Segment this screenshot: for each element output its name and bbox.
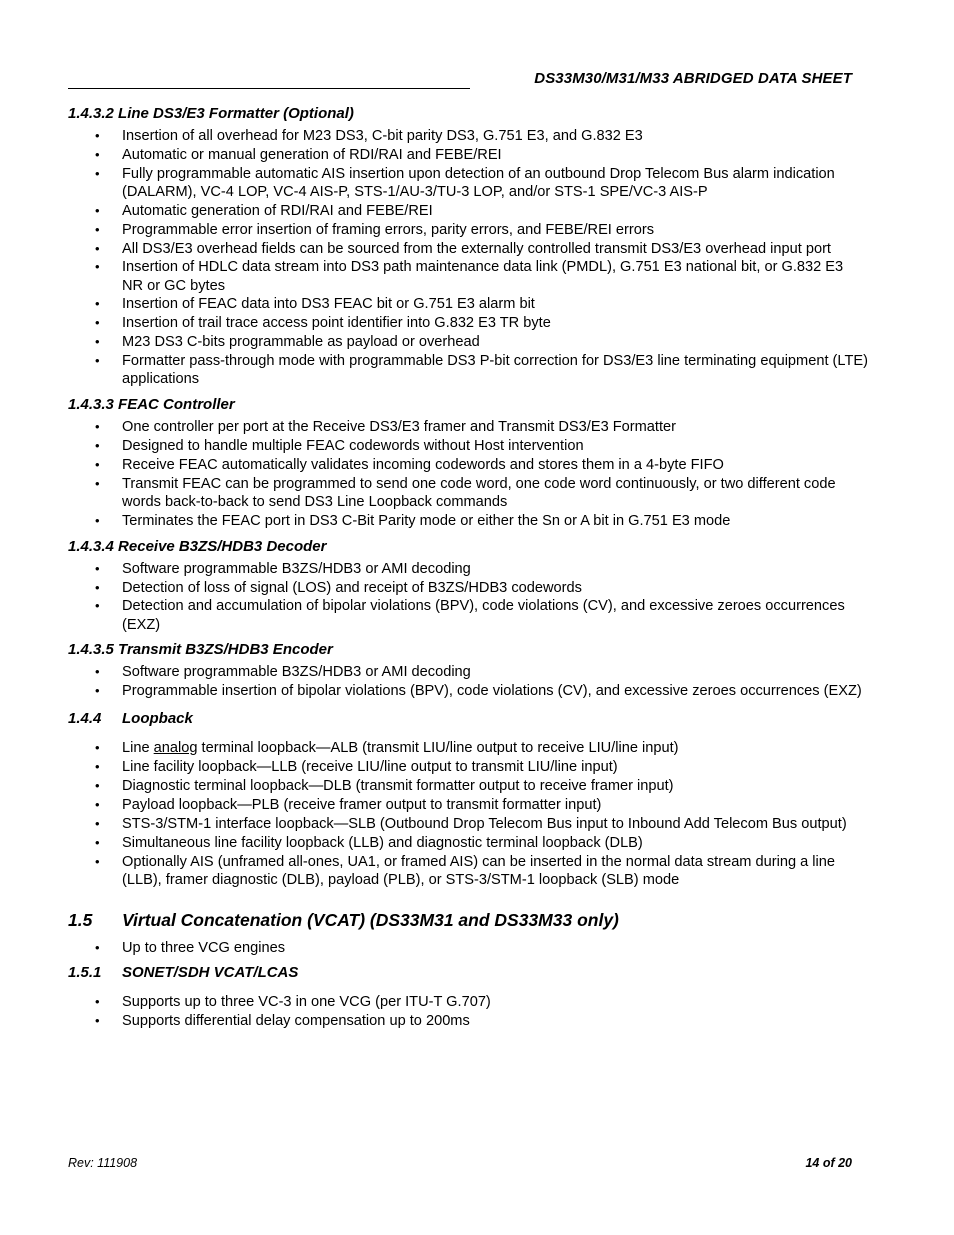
list-item [68, 475, 868, 511]
list-item [68, 682, 868, 700]
bullet-list [68, 663, 868, 700]
bullet-icon: • [95, 475, 100, 491]
list-item [68, 512, 868, 530]
bullet-icon: • [95, 296, 100, 312]
section-title: Virtual Concatenation (VCAT) (DS33M31 and DS33M33 only) [122, 909, 619, 930]
section-receive-decoder [68, 537, 868, 634]
bullet-list [68, 418, 868, 530]
bullet-icon: • [95, 146, 100, 162]
list-item [68, 834, 868, 852]
list-item [68, 437, 868, 455]
list-item-text: Automatic or manual generation of RDI/RAI and FEBE/REI [122, 146, 502, 163]
list-item [68, 333, 868, 351]
list-item [68, 815, 868, 833]
list-item [68, 127, 868, 145]
bullet-icon: • [95, 815, 100, 831]
bullet-icon: • [95, 419, 100, 435]
list-item [68, 758, 868, 776]
list-item [68, 146, 868, 164]
section-number: 1.4.4 [68, 710, 102, 728]
document-title: DS33M30/M31/M33 ABRIDGED DATA SHEET [534, 70, 852, 87]
section-loopback [68, 709, 868, 889]
list-item-text: Detection of loss of signal (LOS) and receipt of B3ZS/HDB3 codewords [122, 579, 582, 596]
bullet-icon: • [95, 598, 100, 614]
list-item [68, 258, 868, 294]
section-heading [68, 640, 868, 660]
list-item [68, 221, 868, 239]
list-item-text: Diagnostic terminal loopback—DLB (transmit formatter output to receive framer input) [122, 777, 674, 794]
list-item-text: Detection and accumulation of bipolar violations (BPV), code violations (CV), and excessive zeroes occurrences (EXZ) [122, 598, 845, 633]
bullet-icon: • [95, 939, 100, 955]
bullet-icon: • [95, 315, 100, 331]
header-rule [68, 88, 470, 89]
section-transmit-encoder [68, 640, 868, 700]
bullet-icon: • [95, 796, 100, 812]
section-title: FEAC Controller [118, 396, 235, 414]
list-item-text: Formatter pass-through mode with programmable DS3 P-bit correction for DS3/E3 line terminating equipment (LTE) applications [122, 353, 868, 388]
list-item [68, 295, 868, 313]
bullet-icon: • [95, 240, 100, 256]
list-item-text: Automatic generation of RDI/RAI and FEBE/REI [122, 202, 433, 219]
bullet-icon: • [95, 128, 100, 143]
bullet-icon: • [95, 683, 100, 699]
section-title: Loopback [122, 710, 193, 728]
bullet-icon: • [95, 579, 100, 595]
section-title: Transmit B3ZS/HDB3 Encoder [118, 641, 333, 659]
list-item [68, 777, 868, 795]
list-item-text: Payload loopback—PLB (receive framer output to transmit formatter input) [122, 796, 602, 813]
list-item-text: Line facility loopback—LLB (receive LIU/line output to transmit LIU/line input) [122, 759, 618, 776]
list-item [68, 165, 868, 201]
bullet-icon: • [95, 437, 100, 453]
underlined-text: analog [153, 740, 198, 757]
bullet-icon: • [95, 353, 100, 369]
bullet-icon: • [95, 1013, 100, 1029]
list-item-text: Supports up to three VC-3 in one VCG (per ITU-T G.707) [122, 994, 491, 1011]
list-item [68, 1012, 868, 1030]
list-item-text: Insertion of all overhead for M23 DS3, C-bit parity DS3, G.751 E3, and G.832 E3 [122, 128, 643, 144]
section-line-formatter [68, 104, 868, 388]
list-item [68, 579, 868, 597]
list-item-text: Programmable insertion of bipolar violations (BPV), code violations (CV), and excessive zeroes occurrences (EXZ) [122, 683, 862, 700]
bullet-list [68, 127, 868, 388]
bullet-icon: • [95, 165, 100, 181]
bullet-icon: • [95, 994, 100, 1010]
section-heading [68, 104, 868, 124]
section-title: Receive B3ZS/HDB3 Decoder [118, 537, 327, 555]
bullet-icon: • [95, 853, 100, 869]
bullet-list [68, 939, 868, 957]
bullet-icon: • [95, 740, 100, 756]
list-item-text: Software programmable B3ZS/HDB3 or AMI decoding [122, 560, 471, 577]
section-number: 1.5 [68, 909, 93, 930]
list-item-text: Receive FEAC automatically validates incoming codewords and stores them in a 4-byte FIFO [122, 456, 724, 473]
section-heading [68, 963, 868, 983]
section-heading [68, 395, 868, 415]
section-vcat [68, 908, 868, 957]
list-item-text: One controller per port at the Receive DS3/E3 framer and Transmit DS3/E3 Formatter [122, 419, 676, 436]
list-item [68, 993, 868, 1011]
list-item-text: Software programmable B3ZS/HDB3 or AMI decoding [122, 664, 471, 681]
bullet-icon: • [95, 759, 100, 775]
list-item-text: Optionally AIS (unframed all-ones, UA1, or framed AIS) can be inserted in the normal data stream during a line (LLB), framer diagnostic (DLB), payload (PLB), or STS-3/STM-1 loopback (SLB) mode [122, 853, 836, 888]
page-header [68, 70, 852, 90]
section-heading [68, 537, 868, 557]
section-title: Line DS3/E3 Formatter (Optional) [118, 105, 354, 122]
section-number: 1.4.3.3 [68, 396, 114, 414]
bullet-icon: • [95, 259, 100, 275]
section-title: SONET/SDH VCAT/LCAS [122, 964, 299, 982]
list-item: • Line analog terminal loopback—ALB (transmit LIU/line output to receive LIU/line input) [95, 740, 679, 757]
list-item [68, 597, 868, 633]
list-item-text: Fully programmable automatic AIS insertion upon detection of an outbound Drop Telecom Bus alarm indication (DALARM), VC-4 LOP, VC-4 AIS-P, STS-1/AU-3/TU-3 LOP, and/or STS-1 SPE/VC-3 AIS-P [122, 165, 835, 200]
bullet-icon: • [95, 334, 100, 350]
list-item [68, 314, 868, 332]
list-item-text: Insertion of HDLC data stream into DS3 path maintenance data link (PMDL), G.751 E3 national bit, or G.832 E3 NR or GC bytes [122, 259, 844, 294]
list-item [68, 663, 868, 681]
list-item-text: Insertion of trail trace access point identifier into G.832 E3 TR byte [122, 315, 551, 332]
list-item [68, 202, 868, 220]
page-footer [68, 1156, 852, 1174]
list-item-text: Transmit FEAC can be programmed to send one code word, one code word continuously, or two different code words back-to-back to send DS3 Line Loopback commands [122, 475, 836, 510]
list-item [68, 240, 868, 258]
list-item [68, 796, 868, 814]
list-item [68, 352, 868, 388]
list-item-text: Designed to handle multiple FEAC codewords without Host intervention [122, 437, 584, 454]
bullet-icon: • [95, 664, 100, 680]
list-item-text: STS-3/STM-1 interface loopback—SLB (Outbound Drop Telecom Bus input to Inbound Add Telecom Bus output) [122, 815, 847, 832]
list-item [68, 853, 868, 889]
section-number: 1.5.1 [68, 964, 102, 982]
bullet-list [68, 739, 868, 757]
bullet-list [68, 758, 868, 889]
bullet-icon: • [95, 777, 100, 793]
list-item-text: Programmable error insertion of framing errors, parity errors, and FEBE/REI errors [122, 221, 655, 238]
section-heading [68, 709, 868, 729]
list-item-text: Terminates the FEAC port in DS3 C-Bit Parity mode or either the Sn or A bit in G.751 E3 mode [122, 512, 731, 529]
revision-label: Rev: 111908 [68, 1156, 138, 1170]
bullet-icon: • [95, 560, 100, 576]
list-item-text: M23 DS3 C-bits programmable as payload or overhead [122, 334, 480, 351]
list-item [68, 939, 868, 957]
page-content [68, 104, 868, 1031]
list-item [68, 456, 868, 474]
bullet-icon: • [95, 834, 100, 850]
list-item-text: Insertion of FEAC data into DS3 FEAC bit or G.751 E3 alarm bit [122, 296, 535, 313]
list-item-text: All DS3/E3 overhead fields can be sourced from the externally controlled transmit DS3/E3 overhead input port [122, 240, 831, 257]
page-number: 14 of 20 [805, 1156, 852, 1170]
bullet-icon: • [95, 221, 100, 237]
list-item [68, 560, 868, 578]
list-item [68, 418, 868, 436]
section-sonet-sdh-vcat-lcas [68, 963, 868, 1030]
list-item-text: Up to three VCG engines [122, 939, 286, 956]
bullet-icon: • [95, 512, 100, 528]
bullet-icon: • [95, 456, 100, 472]
section-heading [68, 908, 868, 932]
section-number: 1.4.3.4 [68, 537, 114, 555]
section-feac-controller [68, 395, 868, 530]
list-item-text: Simultaneous line facility loopback (LLB) and diagnostic terminal loopback (DLB) [122, 834, 643, 851]
section-number: 1.4.3.5 [68, 641, 114, 659]
bullet-icon: • [95, 202, 100, 218]
bullet-list [68, 560, 868, 634]
bullet-list [68, 993, 868, 1030]
list-item-text: Supports differential delay compensation up to 200ms [122, 1013, 470, 1030]
section-number: 1.4.3.2 [68, 105, 114, 122]
